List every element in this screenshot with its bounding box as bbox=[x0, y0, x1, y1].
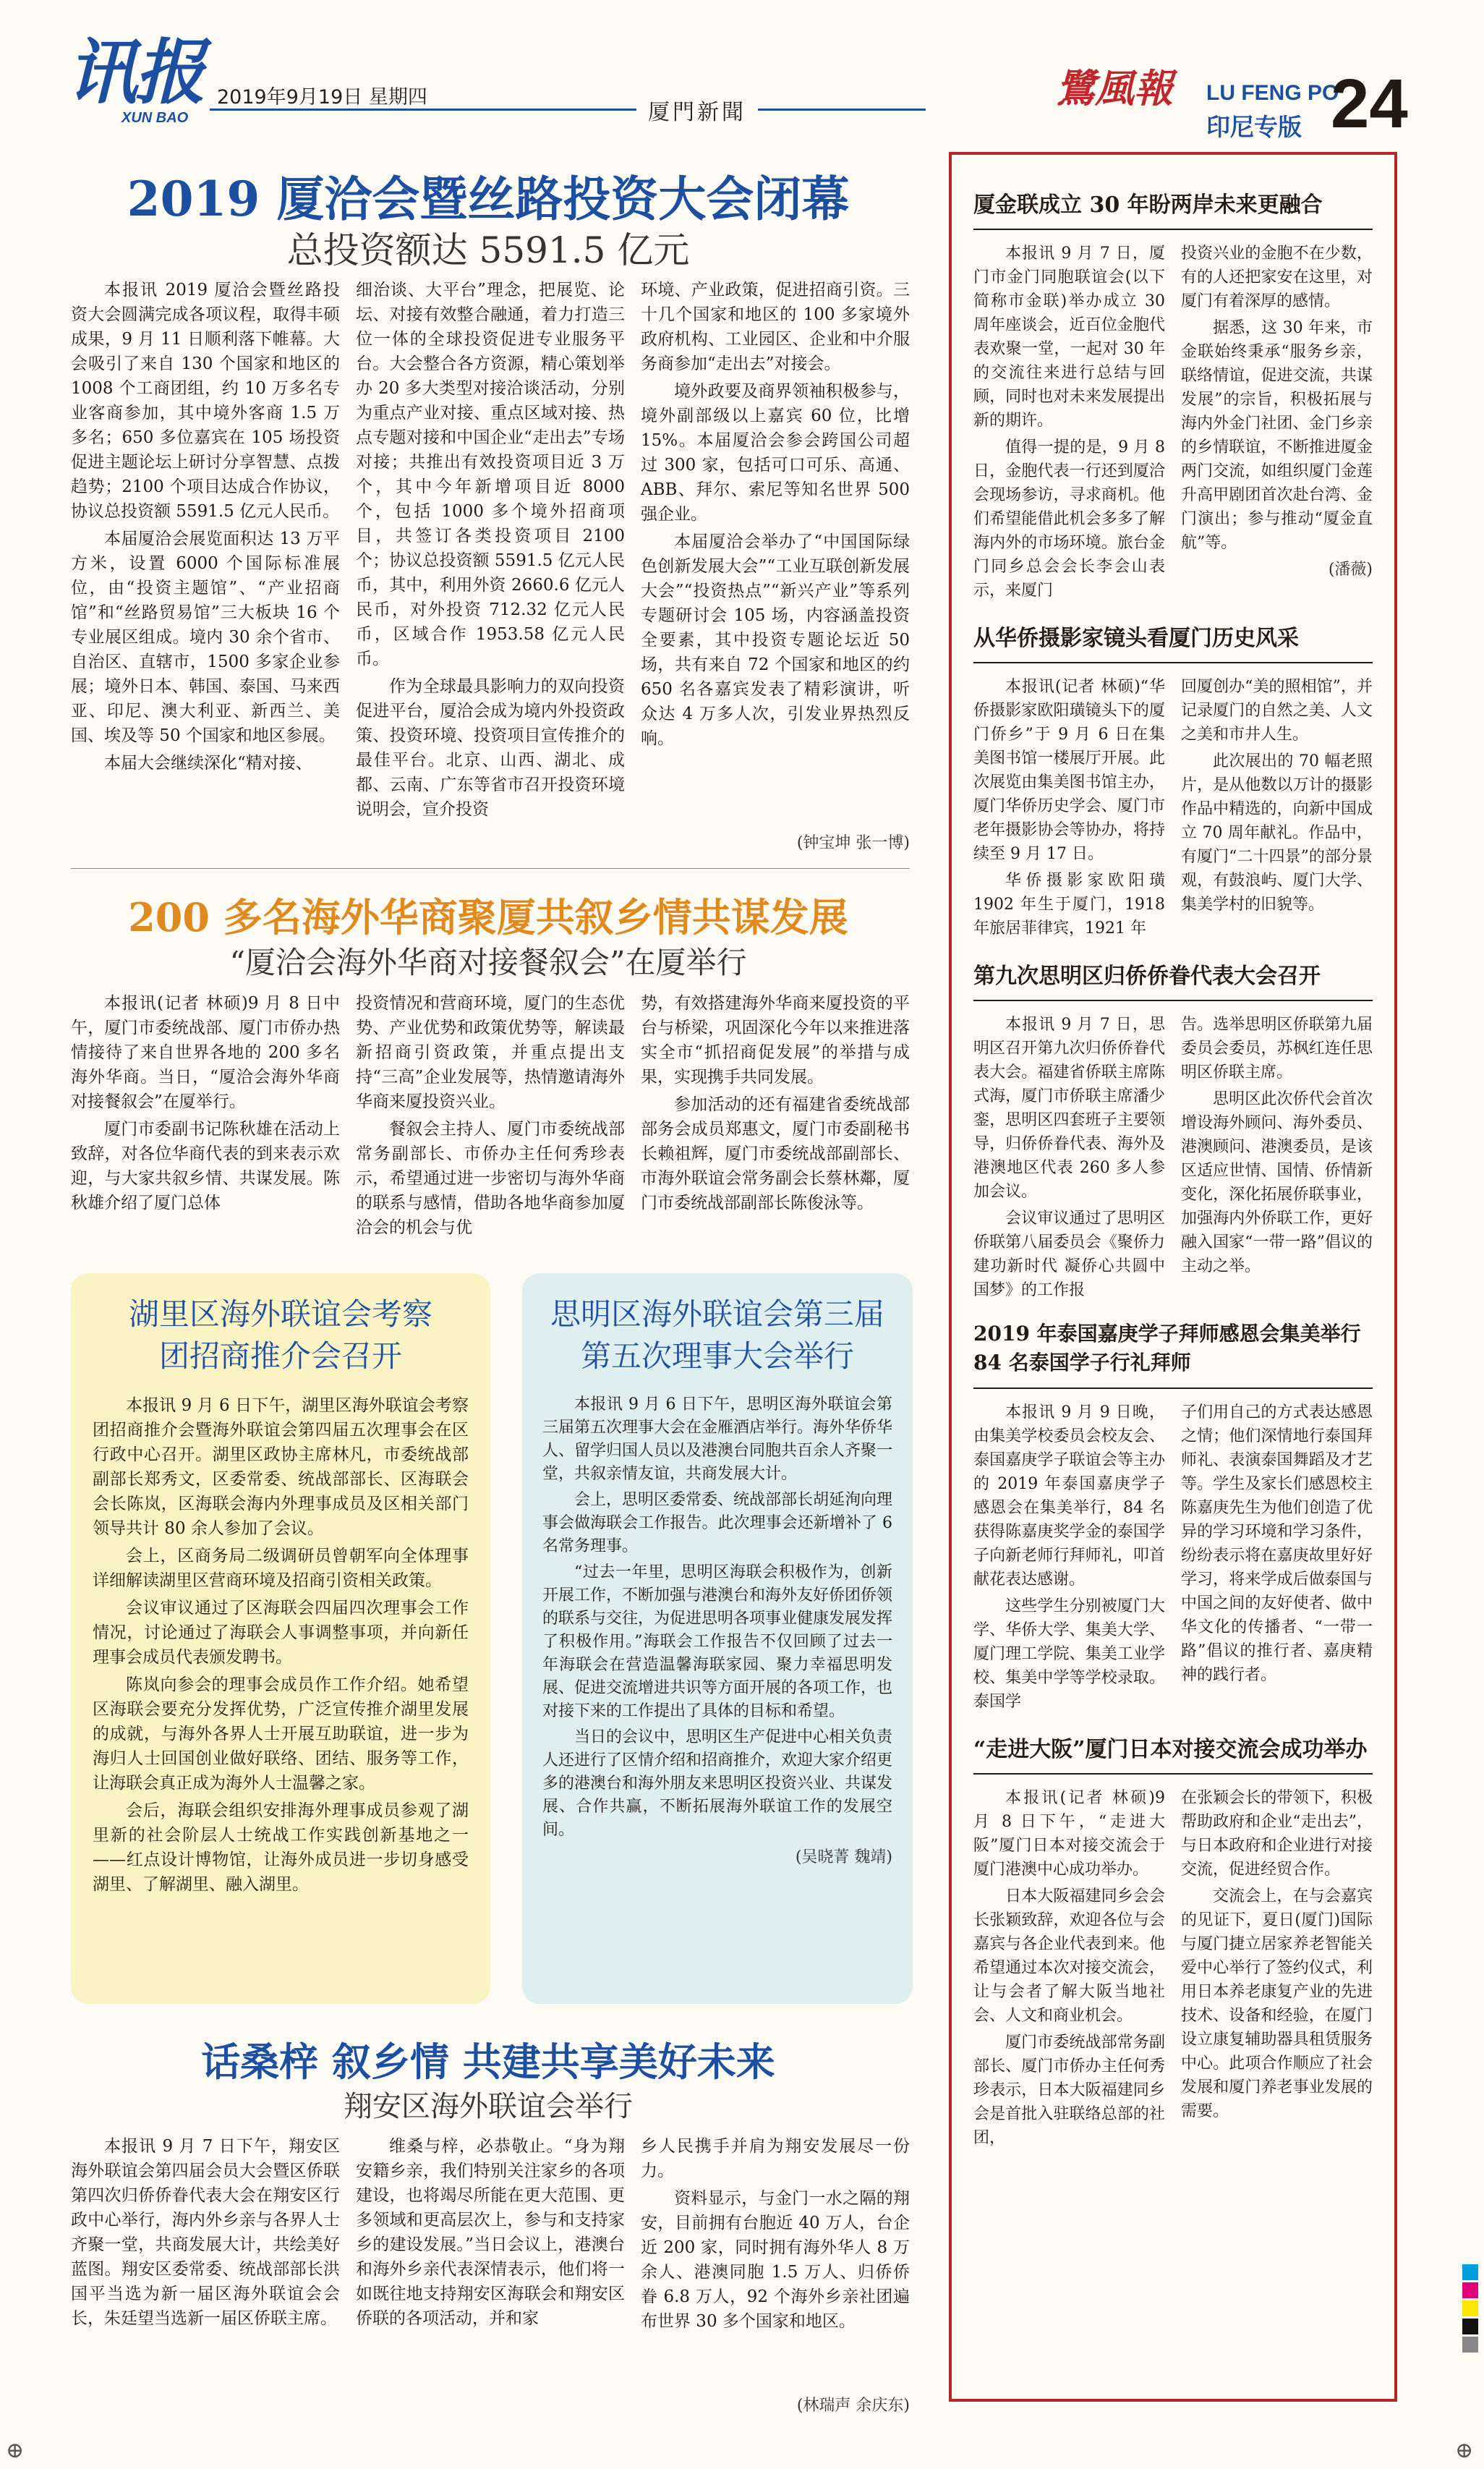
article-box-huli bbox=[71, 1273, 490, 2004]
headline-a3: 湖里区海外联谊会考察团招商推介会召开 bbox=[128, 1296, 432, 1374]
divider bbox=[973, 1000, 1373, 1001]
paragraph: 子们用自己的方式表达感恩之情；他们深情地行泰国拜师礼、表演泰国舞蹈及才艺等。学生及家长们感恩校主陈嘉庚先生为他们创造了优异的学习环境和学习条件，纷纷表示将在嘉庚故里好好学习，将来学成后做泰国与中国之间的友好使者、做中华文化的传播者、“一带一路”倡议的推行者、嘉庚精神的践行者。 bbox=[1181, 1403, 1373, 1684]
paragraph: 据悉，这 30 年来，市金联始终秉承“服务乡亲，联络情谊，促进交流，共谋发展”的宗旨，积极拓展与海内外金门社团、金门乡亲的乡情联谊，不断推进厦金两门交流，如组织厦门金莲升高甲剧团首次赴台湾、金门演出；参与推动“厦金直航”等。 bbox=[1181, 319, 1373, 552]
paragraph: 餐叙会主持人、厦门市委统战部常务副部长、市侨办主任何秀珍表示，希望通过进一步密切与海外华商的联系与感情，借助各地华商参加厦洽会的机会与优 bbox=[356, 1120, 625, 1237]
paper-name-en: LU FENG PO bbox=[1206, 81, 1339, 105]
subheadline-a5: 翔安区海外联谊会举行 bbox=[344, 2090, 633, 2123]
paragraph: 作为全球最具影响力的双向投资促进平台，厦洽会成为境内外投资政策、投资环境、投资项目宣传推介的最佳平台。北京、山西、湖北、成都、云南、广东等省市召开投资环境说明会，宣介投资 bbox=[356, 677, 625, 819]
s5-column-1 bbox=[973, 1786, 1165, 2153]
color-swatch-magenta bbox=[1462, 2282, 1478, 2298]
paragraph: 会上，区商务局二级调研员曾朝军向全体理事详细解读湖里区营商环境及招商引资相关政策。 bbox=[93, 1547, 469, 1590]
divider bbox=[973, 662, 1373, 663]
paragraph: 陈岚向参会的理事会成员作工作介绍。她希望区海联会要充分发挥优势，广泛宣传推介湖里发展的成就，与海外各界人士开展互助联谊，进一步为海归人士回国创业做好联络、团结、服务等工作，让海联会真正成为海外人士温馨之家。 bbox=[93, 1675, 469, 1793]
paragraph: 本报讯 9 月 9 日晚，由集美学校委员会校友会、泰国嘉庚学子联谊会等主办的 2019 年泰国嘉庚学子感恩会在集美举行，84 名获得陈嘉庚奖学金的泰国学子向新老师行拜师礼，叩首献花表达感谢。 bbox=[973, 1403, 1165, 1589]
a3-body bbox=[93, 1393, 469, 1897]
byline-a4: (吴晓菁 魏靖) bbox=[795, 1848, 892, 1866]
a2-column-3 bbox=[641, 991, 910, 1218]
s1-column-2 bbox=[1181, 242, 1373, 605]
paragraph: 交流会上，在与会嘉宾的见证下，夏日(厦门)国际与厦门捷立居家养老智能关爱中心举行了签约仪式，利用日本养老康复产业的先进技术、设备和经验，在厦门设立康复辅助器具租赁服务中心。此项合作顺应了社会发展和厦门养老事业发展的需要。 bbox=[1181, 1887, 1373, 2120]
subheadline-a1: 总投资额达 5591.5 亿元 bbox=[286, 229, 690, 271]
s2-column-2 bbox=[1181, 675, 1373, 943]
edition-label: 印尼专版 bbox=[1206, 113, 1302, 141]
paragraph: 环境、产业政策，促进招商引资。三十几个国家和地区的 100 多家境外政府机构、工业园区、企业和中介服务商参加“走出去”对接会。 bbox=[641, 281, 910, 373]
paragraph: 本报讯 9 月 7 日，厦门市金门同胞联谊会(以下简称市金联)举办成立 30 周年座谈会，近百位金胞代表欢聚一堂，一起对 30 年的交流往来进行总结与回顾，同时也对未来发展提出新的期许。 bbox=[973, 245, 1165, 430]
a4-body bbox=[542, 1393, 892, 1842]
paragraph: 本报讯(记者 林硕)9 月 8 日下午，“走进大阪”厦门日本对接交流会于厦门港澳中心成功举办。 bbox=[973, 1789, 1165, 1879]
color-swatch-black bbox=[1462, 2319, 1478, 2334]
registration-mark-icon: ⊕ bbox=[6, 2438, 25, 2463]
headline-a1: 2019 厦洽会暨丝路投资大会闭幕 bbox=[127, 171, 850, 227]
paragraph: 这些学生分别被厦门大学、华侨大学、集美大学、厦门理工学院、集美工业学校、集美中学等学校录取。泰国学 bbox=[973, 1597, 1165, 1711]
paragraph: 值得一提的是，9 月 8 日，金胞代表一行还到厦洽会现场参访，寻求商机。他们希望能借此机会多多了解海内外的市场环境。旅台金门同乡总会会长李会山表示，来厦门 bbox=[973, 438, 1165, 600]
paper-name: 鷺風報 bbox=[1056, 65, 1173, 111]
paragraph: 回厦创办“美的照相馆”，并记录厦门的自然之美、人文之美和市井人生。 bbox=[1181, 678, 1373, 744]
byline-a1: (钟宝坤 张一博) bbox=[796, 834, 910, 852]
headline-s3: 第九次思明区归侨侨眷代表大会召开 bbox=[973, 964, 1321, 989]
paragraph: “过去一年里，思明区海联会积极作为，创新开展工作，不断加强与港澳台和海外友好侨团侨领的联系与交往，为促进思明各项事业健康发展发挥了积极作用。”海联会工作报告不仅回顾了过去一年海联会在营造温馨海联家园、聚力幸福思明发展、促进交流增进共识等方面开展的各项工作，也对接下来的工作提出了具体的目标和希望。 bbox=[542, 1563, 893, 1720]
a5-column-3 bbox=[641, 2134, 910, 2337]
headline-s1: 厦金联成立 30 年盼两岸未来更融合 bbox=[973, 192, 1323, 218]
paragraph: 本报讯 2019 厦洽会暨丝路投资大会圆满完成各项议程，取得丰硕成果，9 月 11 日顺利落下帷幕。大会吸引了来自 130 个国家和地区的 1008 个工商团组，约 10 万多名专业客商参加，其中境外客商 1.5 万多名；650 多位嘉宾在 105 场投资促进主题论坛上研讨分享智慧、点拨趋势；2100 个项目达成合作协议，协议总投资额 5591.5 亿元人民币。 bbox=[71, 281, 340, 521]
paragraph: 本报讯 9 月 6 日下午，思明区海外联谊会第三届第五次理事大会在金雁酒店举行。海外华侨华人、留学归国人员以及港澳台同胞共百余人齐聚一堂，共叙亲情友谊，共商发展大计。 bbox=[542, 1395, 893, 1483]
logo-subtitle: XUN BAO bbox=[121, 110, 189, 126]
s2-column-1 bbox=[973, 675, 1165, 943]
paragraph: 在张颖会长的带领下，积极帮助政府和企业“走出去”，与日本政府和企业进行对接交流，促进经贸合作。 bbox=[1181, 1789, 1373, 1879]
s3-column-2 bbox=[1181, 1013, 1373, 1305]
headline-s2: 从华侨摄影家镜头看厦门历史风采 bbox=[973, 626, 1299, 651]
paragraph: 本报讯(记者 林硕)“华侨摄影家欧阳璜镜头下的厦门侨乡”于 9 月 6 日在集美图书馆一楼展厅开展。此次展览由集美图书馆主办，厦门华侨历史学会、厦门市老年摄影协会等协办，将持续至 9 月 17 日。 bbox=[973, 678, 1165, 863]
paragraph: 本报讯 9 月 6 日下午，湖里区海外联谊会考察团招商推介会暨海外联谊会第四届五次理事会在区行政中心召开。湖里区政协主席林凡，市委统战部副部长郑秀文，区委常委、统战部部长、区海联会会长陈岚，区海联会海内外理事成员及区相关部门领导共计 80 余人参加了会议。 bbox=[93, 1396, 469, 1538]
registration-mark-icon: ⊕ bbox=[1455, 2438, 1474, 2463]
paragraph: 厦门市委统战部常务副部长、厦门市侨办主任何秀珍表示，日本大阪福建同乡会是首批入驻联络总部的社团， bbox=[973, 2034, 1165, 2147]
color-swatch-cyan bbox=[1462, 2264, 1478, 2280]
paragraph: 此次展出的 70 幅老照片，是从他数以万计的摄影作品中精选的，向新中国成立 70 周年献礼。作品中，有厦门“二十四景”的部分景观，有鼓浪屿、厦门大学、集美学村的旧貌等。 bbox=[1181, 752, 1373, 914]
a1-column-3 bbox=[641, 278, 910, 754]
divider bbox=[973, 229, 1373, 230]
divider bbox=[71, 868, 910, 869]
paragraph: 会上，思明区委常委、统战部部长胡延洵向理事会做海联会工作报告。此次理事会还新增补了 6 名常务理事。 bbox=[542, 1491, 893, 1555]
paragraph: 乡人民携手并肩为翔安发展尽一份力。 bbox=[641, 2137, 910, 2180]
paragraph: 本届厦洽会举办了“中国国际绿色创新发展大会”“工业互联创新发展大会”“投资热点”“新兴产业”等系列专题研讨会 105 场，内容涵盖投资全要素，其中投资专题论坛近 50 场，共有来自 72 个国家和地区的约 650 名各嘉宾发表了精彩演讲，听众达 4 万多人次，引发业界热烈反响。 bbox=[641, 532, 910, 748]
section-name: 厦門新聞 bbox=[636, 94, 758, 126]
paragraph: 维桑与梓，必恭敬止。“身为翔安籍乡亲，我们特别关注家乡的各项建设，也将竭尽所能在更大范围、更多领域和更高层次上，参与和支持家乡的建设发展。”当日会议上，港澳台和海外乡亲代表深情表示，他们将一如既往地支持翔安区海联会和翔安区侨联的各项活动，并和家 bbox=[356, 2137, 625, 2328]
paragraph: 本报讯 9 月 7 日下午，翔安区海外联谊会第四届会员大会暨区侨联第四次归侨侨眷代表大会在翔安区行政中心举行，海内外乡亲与各界人士齐聚一堂，共商发展大计，共绘美好蓝图。翔安区委常委、统战部部长洪国平当选为新一届区海外联谊会会长，朱廷望当选新一届区侨联主席。 bbox=[71, 2137, 340, 2328]
paragraph: 境外政要及商界领袖积极参与，境外副部级以上嘉宾 60 位，比增 15%。本届厦洽会参会跨国公司超过 300 家，包括可口可乐、高通、ABB、拜尔、索尼等知名世界 500 强企业。 bbox=[641, 382, 910, 524]
paragraph: 本届大会继续深化“精对接、 bbox=[104, 754, 312, 773]
s3-column-1 bbox=[973, 1013, 1165, 1305]
logo: 讯报 bbox=[67, 32, 203, 114]
a1-column-2 bbox=[356, 278, 625, 825]
paragraph: 本报讯 9 月 7 日，思明区召开第九次归侨侨眷代表大会。福建省侨联主席陈式海，厦门市侨联主席潘少銮，思明区四套班子主要领导，归侨侨眷代表、海外及港澳地区代表 260 多人参加会议。 bbox=[973, 1016, 1165, 1201]
headline-a5: 话桑梓 叙乡情 共建共享美好未来 bbox=[201, 2039, 775, 2085]
headline-s4: 2019 年泰国嘉庚学子拜师感恩会集美举行 84 名泰国学子行礼拜师 bbox=[973, 1322, 1361, 1374]
a5-column-2 bbox=[356, 2134, 625, 2334]
s1-column-1 bbox=[973, 242, 1165, 605]
byline-a5: (林瑞声 余庆东) bbox=[796, 2397, 910, 2415]
paragraph: 投资情况和营商环境，厦门的生态优势、产业优势和政策优势等，解读最新招商引资政策，并重点提出支持“三高”企业发展等，热情邀请海外华商来厦投资兴业。 bbox=[356, 994, 625, 1111]
paragraph: 日本大阪福建同乡会会长张颖致辞，欢迎各位与会嘉宾与各企业代表到来。他希望通过本次对接交流会，让与会者了解大阪当地社会、人文和商业机会。 bbox=[973, 1887, 1165, 2025]
paragraph: 思明区此次侨代会首次增设海外顾问、海外委员、港澳顾问、港澳委员，是该区适应世情、国情、侨情新变化，深化拓展侨联事业，加强海内外侨联工作，更好融入国家“一带一路”倡议的主动之举。 bbox=[1181, 1090, 1373, 1275]
color-swatch-yellow bbox=[1462, 2300, 1478, 2316]
paragraph: 本届厦洽会展览面积达 13 万平方米，设置 6000 个国际标准展位，由“投资主题馆”、“产业招商馆”和“丝路贸易馆”三大板块 16 个专业展区组成。境内 30 余个省市、自治区、直辖市，1500 多家企业参展；境外日本、韩国、泰国、马来西亚、印尼、澳大利亚、新西兰、美国、埃及等 50 个国家和地区参展。 bbox=[71, 530, 340, 745]
paragraph: 会后，海联会组织安排海外理事成员参观了湖里新的社会阶层人士统战工作实践创新基地之一——红点设计博物馆，让海外成员进一步切身感受湖里、了解湖里、融入湖里。 bbox=[93, 1801, 469, 1894]
s5-column-2 bbox=[1181, 1786, 1373, 2153]
color-swatch-grey bbox=[1462, 2337, 1478, 2353]
paragraph: 华侨摄影家欧阳璜 1902 年生于厦门，1918 年旅居菲律宾，1921 年 bbox=[973, 872, 1165, 938]
article-box-siming bbox=[522, 1273, 913, 2004]
paragraph: 投资兴业的金胞不在少数，有的人还把家安在这里，对厦门有着深厚的感情。 bbox=[1181, 245, 1373, 310]
paragraph: 当日的会议中，思明区生产促进中心相关负责人还进行了区情介绍和招商推介，欢迎大家介绍更多的港澳台和海外朋友来思明区投资兴业、共谋发展、合作共赢，不断拓展海外联谊工作的发展空间。 bbox=[542, 1728, 893, 1839]
headline-a4: 思明区海外联谊会第三届第五次理事大会举行 bbox=[550, 1296, 884, 1374]
paragraph: 会议审议通过了思明区侨联第八届委员会《聚侨力建功新时代 凝侨心共圆中国梦》的工作报 bbox=[973, 1210, 1165, 1299]
a2-column-1 bbox=[71, 991, 340, 1218]
byline-s1: (潘薇) bbox=[1328, 561, 1373, 579]
s4-column-2 bbox=[1181, 1401, 1373, 1717]
divider bbox=[973, 1773, 1373, 1775]
s4-column-1 bbox=[973, 1401, 1165, 1717]
page-number: 24 bbox=[1331, 65, 1408, 143]
divider bbox=[973, 1388, 1373, 1389]
headline-a2: 200 多名海外华商聚厦共叙乡情共谋发展 bbox=[128, 894, 848, 940]
paragraph: 资料显示，与金门一水之隔的翔安，目前拥有台胞近 40 万人，台企近 200 家，同时拥有海外华人 8 万余人、港澳同胞 1.5 万人、归侨侨眷 6.8 万人，92 个海外乡亲社团遍布世界 30 多个国家和地区。 bbox=[641, 2189, 910, 2331]
paragraph: 告。选举思明区侨联第九届委员会委员，苏枫红连任思明区侨联主席。 bbox=[1181, 1016, 1373, 1081]
paragraph: 势，有效搭建海外华商来厦投资的平台与桥梁，巩固深化今年以来推进落实全市“抓招商促发展”的举措与成果，实现携手共同发展。 bbox=[641, 994, 910, 1087]
headline-s5: “走进大阪”厦门日本对接交流会成功举办 bbox=[973, 1737, 1368, 1762]
paragraph: 参加活动的还有福建省委统战部部务会成员郑惠文，厦门市委副秘书长赖祖辉，厦门市委统战部副部长、市海外联谊会常务副会长蔡林鄰，厦门市委统战部副部长陈俊泳等。 bbox=[641, 1095, 910, 1212]
paragraph: 厦门市委副书记陈秋雄在活动上致辞，对各位华商代表的到来表示欢迎，与大家共叙乡情、共谋发展。陈秋雄介绍了厦门总体 bbox=[71, 1120, 340, 1212]
a5-column-1 bbox=[71, 2134, 340, 2334]
masthead-rule bbox=[210, 109, 926, 111]
paragraph: 会议审议通过了区海联会四届四次理事会工作情况，讨论通过了海联会人事调整事项，并向新任理事会成员代表颁发聘书。 bbox=[93, 1599, 469, 1667]
paragraph: 细治谈、大平台”理念，把展览、论坛、对接有效整合融通，着力打造三位一体的全球投资促进专业服务平台。大会整合各方资源，精心策划举办 20 多大类型对接洽谈活动，分别为重点产业对接、重点区域对接、热点专题对接和中国企业“走出去”专场对接；共推出有效投资项目近 3 万个，其中今年新增项目近 8000 个，包括 1000 多个境外招商项目，共签订各类投资项目 2100 个；协议总投资额 5591.5 亿元人民币，其中，利用外资 2660.6 亿元人民币，对外投资 712.32 亿元人民币，区域合作 1953.58 亿元人民币。 bbox=[356, 281, 625, 668]
sidebar-news-column bbox=[949, 152, 1397, 2402]
a2-column-2 bbox=[356, 991, 625, 1243]
subheadline-a2: “厦洽会海外华商对接餐叙会”在厦举行 bbox=[229, 945, 747, 980]
a1-column-1 bbox=[71, 278, 340, 778]
paragraph: 本报讯(记者 林硕)9 月 8 日中午，厦门市委统战部、厦门市侨办热情接待了来自世界各地的 200 多名海外华商。当日，“厦洽会海外华商对接餐叙会”在厦举行。 bbox=[71, 994, 340, 1111]
issue-date: 2019年9月19日 星期四 bbox=[217, 86, 427, 109]
